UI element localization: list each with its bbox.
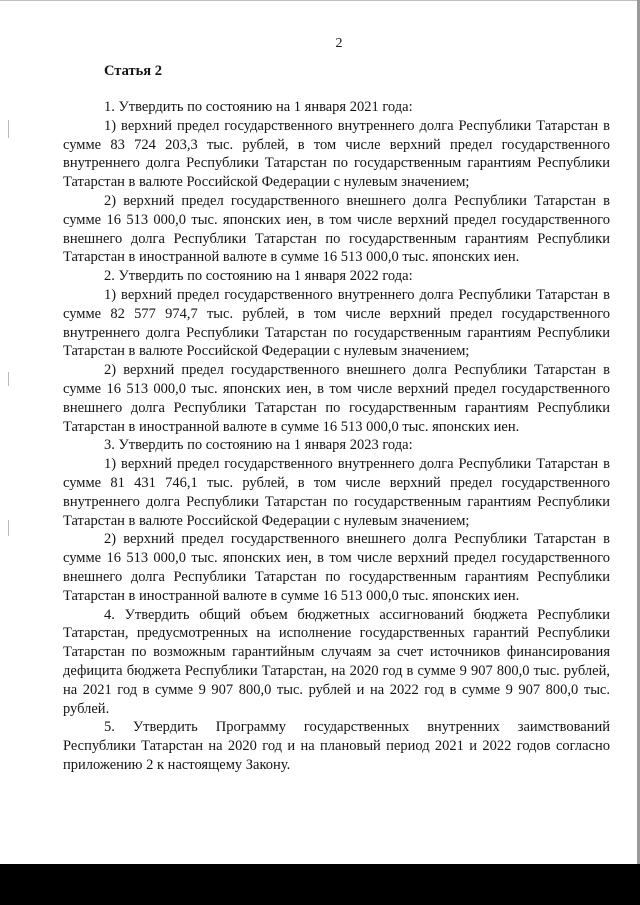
paragraph: 1) верхний предел государственного внутреннего долга Республики Татарстан в сумме 83 724 203,3 тыс. рублей, в том числе верхний предел государственного внутреннего долга Республики Татарстан по государственным гарантиям Республики Татарстан в валюте Российской Федерации с нулевым значением; bbox=[63, 117, 610, 191]
margin-scan-mark bbox=[8, 120, 9, 138]
page-number: 2 bbox=[335, 36, 343, 51]
paragraph: 1. Утвердить по состоянию на 1 января 2021 года: bbox=[104, 99, 413, 115]
margin-scan-mark bbox=[8, 372, 9, 386]
scan-edge-top bbox=[0, 0, 640, 1]
scan-bottom-border bbox=[0, 864, 640, 905]
paragraph: 1) верхний предел государственного внутреннего долга Республики Татарстан в сумме 81 431 746,1 тыс. рублей, в том числе верхний предел государственного внутреннего долга Республики Татарстан по государственным гарантиям Республики Татарстан в валюте Российской Федерации с нулевым значением; bbox=[63, 456, 610, 529]
margin-scan-mark bbox=[8, 520, 9, 536]
paragraph: 4. Утвердить общий объем бюджетных ассигнований бюджета Республики Татарстан, предусмотренных на исполнение государственных гарантий Республики Татарстан по возможным гарантийным случаям за счет источников финансирования дефицита бюджета Республики Татарстан, на 2020 год в сумме 9 907 800,0 тыс. рублей, на 2021 год в сумме 9 907 800,0 тыс. рублей и на 2022 год в сумме 9 907 800,0 тыс. рублей. bbox=[63, 606, 610, 717]
paragraph: 2. Утвердить по состоянию на 1 января 2022 года: bbox=[104, 268, 413, 285]
paragraph: 2) верхний предел государственного внешнего долга Республики Татарстан в сумме 16 513 000,0 тыс. японских иен, в том числе верхний предел государственного внешнего долга Республики Татарстан по государственным гарантиям Республики Татарстан в иностранной валюте в сумме 16 513 000,0 тыс. японских иен. bbox=[63, 362, 610, 435]
paragraph: 1) верхний предел государственного внутреннего долга Республики Татарстан в сумме 82 577 974,7 тыс. рублей, в том числе верхний предел государственного внутреннего долга Республики Татарстан по государственным гарантиям Республики Татарстан в валюте Российской Федерации с нулевым значением; bbox=[63, 286, 610, 360]
paragraph: 5. Утвердить Программу государственных внутренних заимствований Республики Татарстан на 2020 год и на плановый период 2021 и 2022 годов согласно приложению 2 к настоящему Закону. bbox=[63, 719, 610, 773]
document-body bbox=[63, 98, 610, 775]
paragraph: 2) верхний предел государственного внешнего долга Республики Татарстан в сумме 16 513 000,0 тыс. японских иен, в том числе верхний предел государственного внешнего долга Республики Татарстан по государственным гарантиям Республики Татарстан в иностранной валюте в сумме 16 513 000,0 тыс. японских иен. bbox=[63, 192, 610, 266]
paragraph: 3. Утвердить по состоянию на 1 января 2023 года: bbox=[104, 437, 413, 454]
article-title: Статья 2 bbox=[104, 63, 162, 79]
paragraph: 2) верхний предел государственного внешнего долга Республики Татарстан в сумме 16 513 000,0 тыс. японских иен, в том числе верхний предел государственного внешнего долга Республики Татарстан по государственным гарантиям Республики Татарстан в иностранной валюте в сумме 16 513 000,0 тыс. японских иен. bbox=[63, 531, 610, 604]
